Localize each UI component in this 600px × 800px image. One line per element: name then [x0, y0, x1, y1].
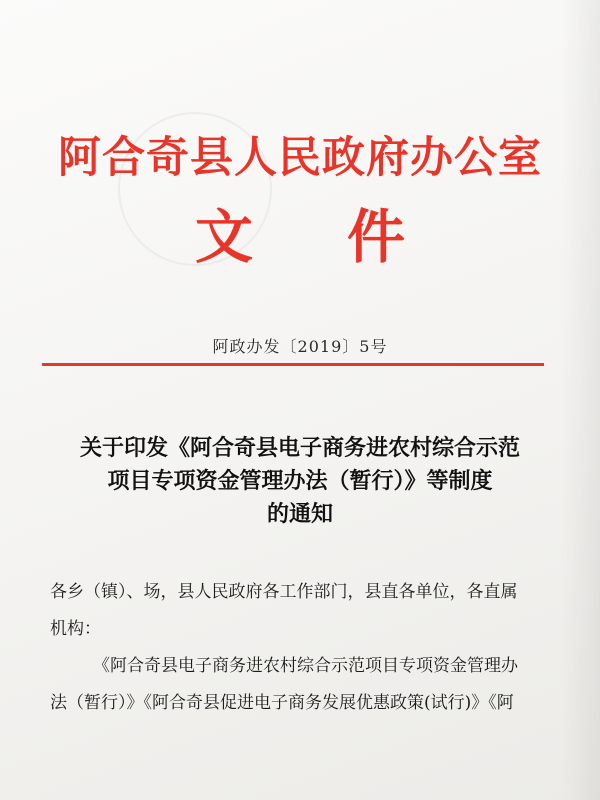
- title-line: 项目专项资金管理办法（暂行）》等制度: [107, 468, 493, 494]
- red-separator-line: [42, 363, 544, 366]
- notice-title: [40, 432, 560, 531]
- doc-type-char: 文: [195, 203, 254, 271]
- issuer-heading: 阿合奇县人民政府办公室: [58, 133, 542, 183]
- paragraph-line: 《阿合奇县电子商务进农村综合示范项目专项资金管理办: [93, 656, 518, 676]
- body-text: [50, 574, 570, 722]
- paragraph-line: 法（暂行）》《阿合奇县促进电子商务发展优惠政策(试行)》《阿: [50, 693, 514, 713]
- doc-type-char: 件: [346, 203, 405, 271]
- addressee-line: 机构：: [50, 619, 101, 639]
- addressee-line: 各乡（镇）、场，县人民政府各工作部门，县直各单位，各直属: [50, 582, 518, 602]
- document-number: 阿政办发〔2019〕5号: [212, 337, 388, 356]
- title-line: 关于印发《阿合奇县电子商务进农村综合示范: [79, 435, 520, 461]
- document-type-heading: [195, 190, 405, 274]
- title-line: 的通知: [266, 501, 333, 527]
